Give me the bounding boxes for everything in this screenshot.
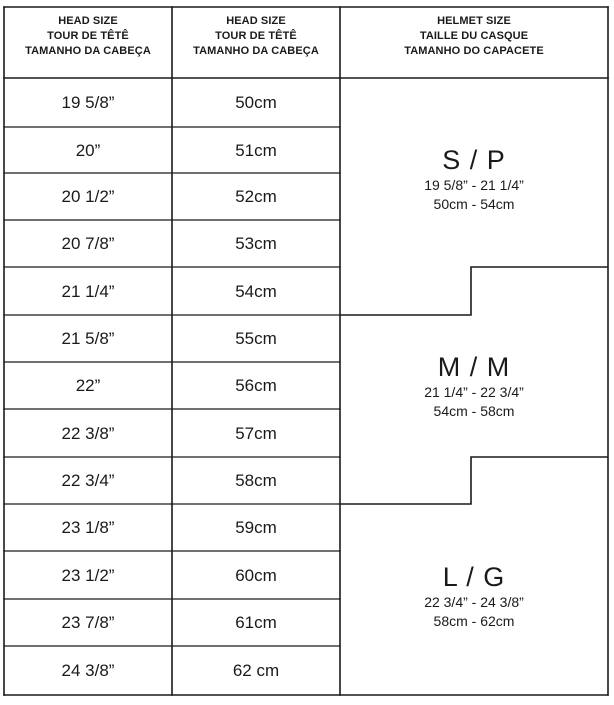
head-size-cm-cell: 54cm: [235, 281, 277, 301]
helmet-size-code: S / P: [442, 145, 506, 175]
head-size-inches-cell: 21 5/8”: [61, 329, 115, 348]
helmet-size-large: [342, 561, 606, 631]
head-size-cm-cell: 55cm: [235, 329, 277, 348]
helmet-size-code: L / G: [442, 562, 506, 592]
head-size-inches-cell: 19 5/8”: [61, 93, 115, 112]
helmet-size-range-cm: 50cm - 54cm: [433, 196, 515, 212]
header-head-size-cm: [172, 14, 340, 59]
helmet-size-boundary: [340, 267, 608, 315]
helmet-size-range-inches: 21 1/4” - 22 3/4”: [424, 384, 524, 400]
header-head-inches-line-2: TOUR DE TÊTÊ: [47, 30, 129, 42]
head-size-inches-cell: 22 3/8”: [61, 423, 115, 443]
head-size-cm-cell: 57cm: [235, 423, 277, 443]
head-size-cm-cell: 56cm: [235, 376, 277, 395]
header-helmet-line-3: TAMANHO DO CAPACETE: [404, 45, 544, 57]
head-size-cm-cell: 50cm: [235, 93, 277, 112]
head-size-inches-cell: 22”: [75, 376, 101, 395]
header-helmet-size: [340, 14, 608, 59]
head-size-inches-cell: 20 7/8”: [61, 234, 115, 253]
helmet-size-range-cm: 58cm - 62cm: [433, 613, 515, 629]
head-size-cm-cell: 51cm: [235, 140, 277, 160]
head-size-inches-cell: 20”: [75, 140, 101, 160]
head-size-cm-cell: 61cm: [235, 613, 277, 632]
head-size-inches-cell: 20 1/2”: [61, 187, 115, 206]
helmet-size-small: [342, 144, 606, 214]
head-size-inches-cell: 21 1/4”: [61, 281, 115, 301]
head-size-inches-cell: 23 1/8”: [61, 518, 115, 537]
head-size-cm-cell: 62 cm: [232, 661, 280, 680]
header-head-cm-line-1: HEAD SIZE: [226, 15, 286, 27]
head-size-cm-cell: 52cm: [235, 187, 277, 206]
helmet-size-code: M / M: [437, 352, 511, 382]
head-size-cm-cell: 59cm: [235, 518, 277, 537]
head-size-inches-cell: 23 1/2”: [61, 565, 115, 585]
head-size-inches-cell: 23 7/8”: [61, 613, 115, 632]
head-size-inches-cell: 22 3/4”: [61, 471, 115, 490]
helmet-size-range-cm: 54cm - 58cm: [433, 403, 515, 419]
header-head-size-inches: [4, 14, 172, 59]
head-size-cm-cell: 53cm: [235, 234, 277, 253]
header-helmet-line-2: TAILLE DU CASQUE: [419, 30, 529, 42]
helmet-size-boundary: [340, 457, 608, 504]
header-helmet-line-1: HELMET SIZE: [437, 15, 511, 27]
header-head-cm-line-2: TOUR DE TÊTÊ: [215, 30, 297, 42]
helmet-size-range-inches: 19 5/8” - 21 1/4”: [424, 177, 524, 193]
head-size-inches-cell: 24 3/8”: [61, 661, 115, 680]
head-size-cm-cell: 58cm: [235, 471, 277, 490]
head-size-cm-cell: 60cm: [235, 565, 277, 585]
helmet-size-medium: [342, 351, 606, 421]
helmet-size-range-inches: 22 3/4” - 24 3/8”: [424, 594, 524, 610]
header-head-cm-line-3: TAMANHO DA CABEÇA: [193, 45, 319, 57]
header-head-inches-line-3: TAMANHO DA CABEÇA: [25, 45, 151, 57]
header-head-inches-line-1: HEAD SIZE: [58, 15, 118, 27]
